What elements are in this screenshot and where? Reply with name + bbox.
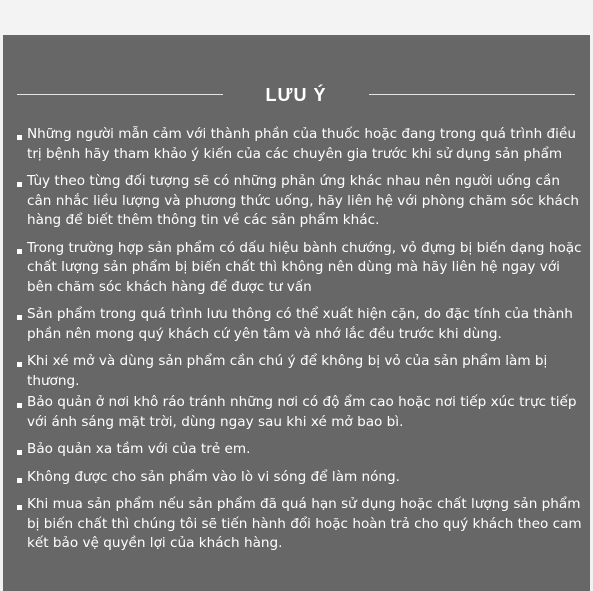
notice-header (3, 83, 590, 107)
notice-item (17, 239, 583, 298)
notice-item-text: Những người mẫn cảm với thành phần của thuốc hoặc đang trong quá trình điều trị bệnh hãy tham khảo ý kiến của các chuyên gia trước khi sử dụng sản phẩm (27, 126, 576, 162)
notice-item (17, 172, 583, 231)
notice-item (17, 393, 583, 432)
bullet-icon (17, 249, 22, 254)
notice-item (17, 495, 583, 554)
bullet-icon (17, 362, 22, 367)
bullet-icon (17, 182, 22, 187)
notice-item-text: Bảo quản xa tầm với của trẻ em. (27, 441, 251, 457)
bullet-icon (17, 478, 22, 483)
bullet-icon (17, 450, 22, 455)
title-divider-left (17, 94, 223, 95)
notice-item-text: Bảo quản ở nơi khô ráo tránh những nơi có độ ẩm cao hoặc nơi tiếp xúc trực tiếp với ánh sáng mặt trời, dùng ngay sau khi xé mở bao bì. (27, 394, 577, 430)
title-divider-right (369, 94, 575, 95)
bullet-icon (17, 403, 22, 408)
notice-item (17, 440, 583, 460)
bullet-icon (17, 505, 22, 510)
notice-item-text: Trong trường hợp sản phẩm có dấu hiệu bành chướng, vỏ đựng bị biến dạng hoặc chất lượng sản phẩm bị biến chất thì không nên dùng mà hãy liên hệ ngay với bên chăm sóc khách hàng để được tư vấn (27, 239, 582, 295)
notice-list (17, 125, 583, 562)
notice-item-text: Không được cho sản phẩm vào lò vi sóng để làm nóng. (27, 468, 400, 485)
bullet-icon (17, 315, 22, 320)
notice-item (17, 352, 583, 391)
notice-item-text: Tùy theo từng đối tượng sẽ có những phản ứng khác nhau nên người uống cần cân nhắc liều lượng và phương thức uống, hãy liên hệ với phòng chăm sóc khách hàng để biết thêm thông tin về các sản phẩm khác. (27, 173, 579, 228)
notice-item-text: Sản phẩm trong quá trình lưu thông có thể xuất hiện cặn, do đặc tính của thành phần nên mong quý khách cứ yên tâm và nhớ lắc đều trước khi dùng. (27, 306, 573, 342)
notice-item (17, 125, 583, 164)
notice-item-text: Khi mua sản phẩm nếu sản phẩm đã quá hạn sử dụng hoặc chất lượng sản phẩm bị biến chất thì chúng tôi sẽ tiến hành đổi hoặc hoàn trả cho quý khách theo cam kết bảo vệ quyền lợi của khách hàng. (27, 496, 582, 551)
notice-item (17, 305, 583, 344)
notice-item (17, 468, 583, 488)
notice-panel (3, 35, 590, 591)
notice-item-text: Khi xé mở và dùng sản phẩm cần chú ý để không bị vỏ của sản phẩm làm bị thương. (27, 353, 548, 389)
bullet-icon (17, 135, 22, 140)
notice-title: LƯU Ý (265, 85, 327, 105)
top-strip (0, 0, 593, 35)
